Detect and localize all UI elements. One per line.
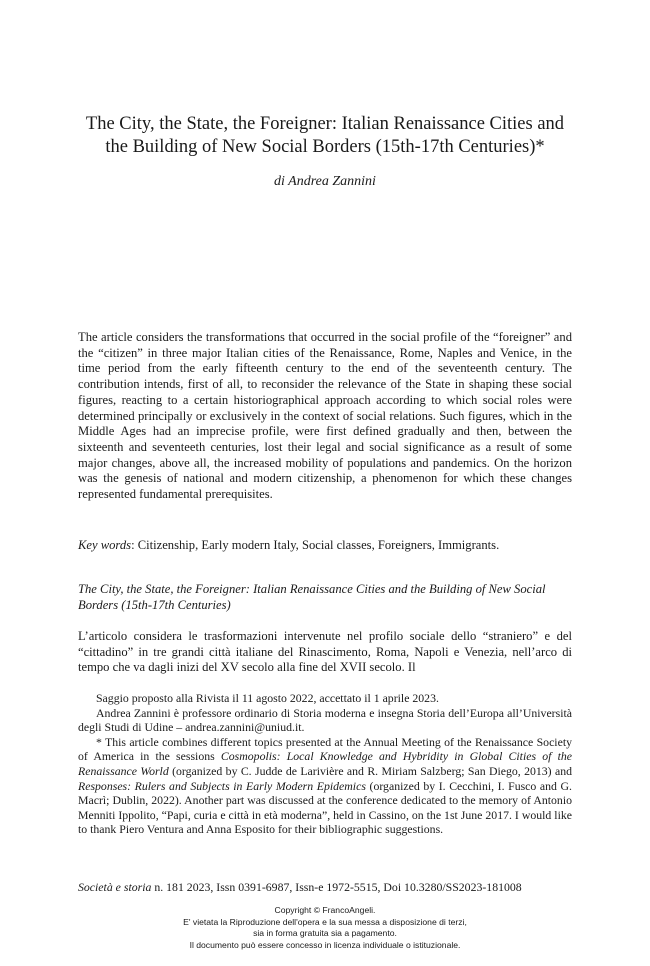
- article-title: [60, 113, 590, 159]
- keywords-text: : Citizenship, Early modern Italy, Social classes, Foreigners, Immigrants.: [131, 538, 500, 552]
- footnote-part: * This article combines different topics presented at the Annual Meeting of the Renaissance Society of America in the sessions: [78, 734, 572, 764]
- title-line-2: the Building of New Social Borders (15th-17th Centuries)*: [105, 137, 545, 157]
- author-note: Andrea Zannini è professore ordinario di Storia moderna e insegna Storia dell’Europa all’Università degli Studi di Udine – andrea.zannini@uniud.it.: [78, 705, 572, 735]
- italian-abstract: L’articolo considera le trasformazioni intervenute nel profilo sociale dello “straniero” e del “cittadino” in tre grandi città italiane del Rinascimento, Roma, Napoli e Venezia, nell’arco di tempo che va dagli inizi del XV secolo alla fine del XVII secolo. Il: [78, 629, 572, 675]
- session-title-2: Responses: Rulers and Subjects in Early Modern Epidemics: [78, 778, 366, 793]
- footnote-part: (organized by C. Judde de Larivière and R. Miriam Salzberg; San Diego, 2013) and: [168, 763, 573, 778]
- english-abstract: The article considers the transformations that occurred in the social profile of the “foreigner” and the “citizen” in three major Italian cities of the Renaissance, Rome, Naples and Venice, in the time period from the early fifteenth century to the end of the seventeenth century. The contribution intends, first of all, to reconsider the relevance of the State in shaping these social figures, reacting to a certain historiographical approach according to which social roles were determined principally or exclusively in the context of social relations. Such figures, which in the Middle Ages had an imprecise profile, were first defined gradually and then, between the sixteenth and seventeeth centuries, lost their legal and social significance as a result of some major changes, above all, the increased mobility of populations and pandemics. On the horizon was the genesis of national and modern citizenship, a phenomenon for which these changes represented fundamental prerequisites.: [78, 330, 572, 502]
- submission-note: Saggio proposto alla Rivista il 11 agosto 2022, accettato il 1 aprile 2023.: [96, 691, 439, 705]
- keywords-label: Key words: [78, 538, 132, 552]
- copyright-line-1: Copyright © FrancoAngeli.: [274, 905, 376, 915]
- title-line-1: The City, the State, the Foreigner: Italian Renaissance Cities and: [85, 114, 565, 134]
- author-byline: di Andrea Zannini: [274, 174, 376, 189]
- copyright-line-3: sia in forma gratuita sia a pagamento.: [253, 928, 397, 939]
- session-title-1: Cosmopolis: Local Knowledge and Hybridity in Global Cities of the Renaissance World: [78, 749, 572, 778]
- footnotes: [78, 691, 572, 837]
- italian-title: The City, the State, the Foreigner: Italian Renaissance Cities and the Building of New Social Borders (15th-17th Centuries): [78, 582, 546, 612]
- footnote-part: (organized by I. Cecchini, I. Fusco and G. Macrì; Dublin, 2022). Another part was discussed at the conference dedicated to the memory of Antonio Menniti Ippolito, “Papi, curia e città in età moderna”, held in Cassino, on the 1st June 2017. I would like to thank Piero Ventura and Anna Esposito for their bibliographic suggestions.: [78, 778, 573, 837]
- copyright-notice: [110, 905, 540, 951]
- journal-name: Società e storia: [78, 880, 152, 894]
- copyright-line-2: E' vietata la Riproduzione dell'opera e la sua messa a disposizione di terzi,: [183, 916, 467, 927]
- journal-citation: [78, 880, 572, 894]
- copyright-line-4: Il documento può essere concesso in licenza individuale o istituzionale.: [189, 939, 461, 950]
- citation-details: n. 181 2023, Issn 0391-6987, Issn-e 1972-5515, Doi 10.3280/SS2023-181008: [151, 880, 522, 894]
- acknowledgment-note: [78, 735, 572, 837]
- keywords: [78, 538, 572, 554]
